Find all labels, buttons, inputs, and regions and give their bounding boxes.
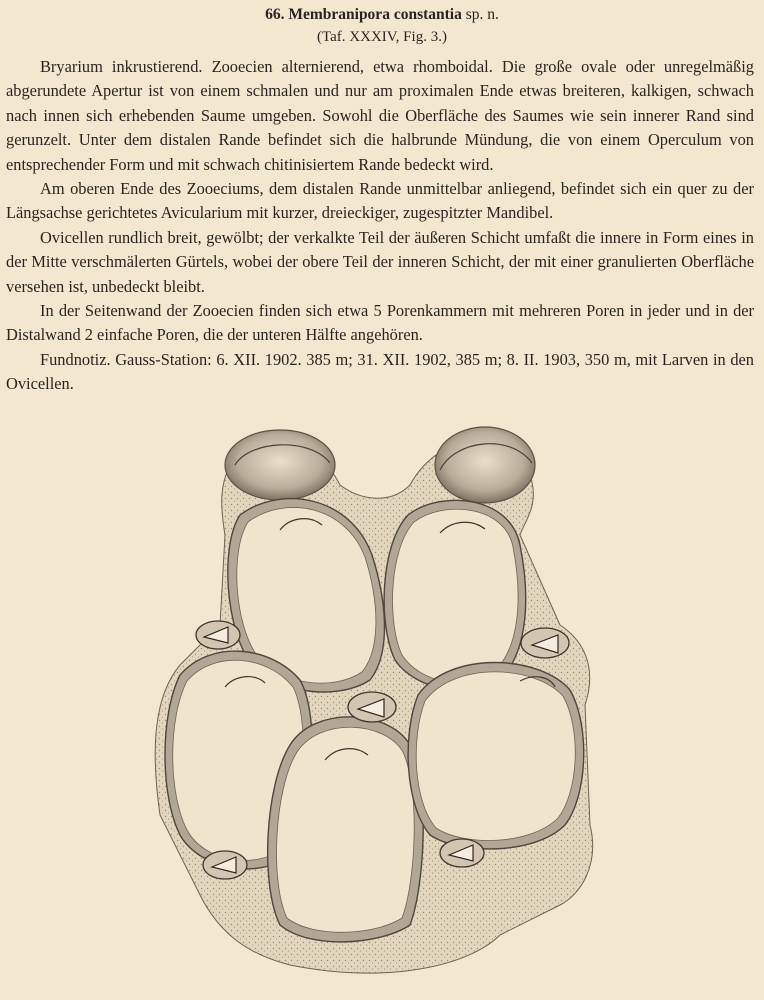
paragraph-avicularium: Am oberen Ende des Zooeciums, dem distalen Rande unmittelbar anliegend, befindet sich ein quer zu der Längsachse gerichtetes Avicularium mit kurzer, dreieckiger, zugespitzter Mandibel.: [6, 179, 754, 223]
ovicell-right: [435, 427, 535, 503]
species-heading: [0, 4, 764, 26]
species-number: 66.: [265, 6, 285, 23]
species-suffix: sp. n.: [465, 6, 499, 23]
description-text: [6, 55, 754, 397]
paragraph-description: Bryarium inkrustierend. Zooecien alternierend, etwa rhomboidal. Die große ovale oder unregelmäßig abgerundete Apertur ist von einem schmalen und nur am proximalen Ende etwas breiteren, kalkigen, schwach nach innen sich erhebenden Saume umgeben. Sowohl die Oberfläche des Saumes wie sein innerer Rand sind gerunzelt. Unter dem distalen Rande befindet sich die halbrunde Mündung, die von einem Operculum von entsprechender Form und mit schwach chitinisiertem Rande bedeckt wird.: [6, 57, 754, 174]
bryozoan-illustration: [140, 425, 620, 990]
plate-reference: (Taf. XXXIV, Fig. 3.): [317, 29, 447, 45]
paragraph-fundnotiz: Fundnotiz. Gauss-Station: 6. XII. 1902. 385 m; 31. XII. 1902, 385 m; 8. II. 1903, 350 m, mit Larven in den Ovicellen.: [6, 349, 754, 394]
paragraph-ovicellen: Ovicellen rundlich breit, gewölbt; der verkalkte Teil der äußeren Schicht umfaßt die innere in Form eines in der Mitte verschmälerten Gürtels, wobei der obere Teil der inneren Schicht, der mit einer granulierten Oberfläche versehen ist, unbedeckt bleibt.: [6, 227, 754, 296]
paragraph-poren: In der Seitenwand der Zooecien finden sich etwa 5 Porenkammern mit mehreren Poren in jeder und in der Distalwand 2 einfache Poren, die der unteren Hälfte angehören.: [6, 301, 754, 345]
avicularium: [521, 628, 569, 658]
avicularium: [203, 851, 247, 879]
ovicell-left: [225, 430, 335, 500]
species-name: Membranipora constantia: [288, 6, 462, 23]
zooecium-lower-middle: [268, 717, 424, 942]
avicularium: [440, 839, 484, 867]
avicularium: [196, 621, 240, 649]
zooecium-upper-right: [384, 500, 526, 690]
avicularium: [348, 692, 396, 722]
zooecium-lower-right: [408, 663, 584, 849]
